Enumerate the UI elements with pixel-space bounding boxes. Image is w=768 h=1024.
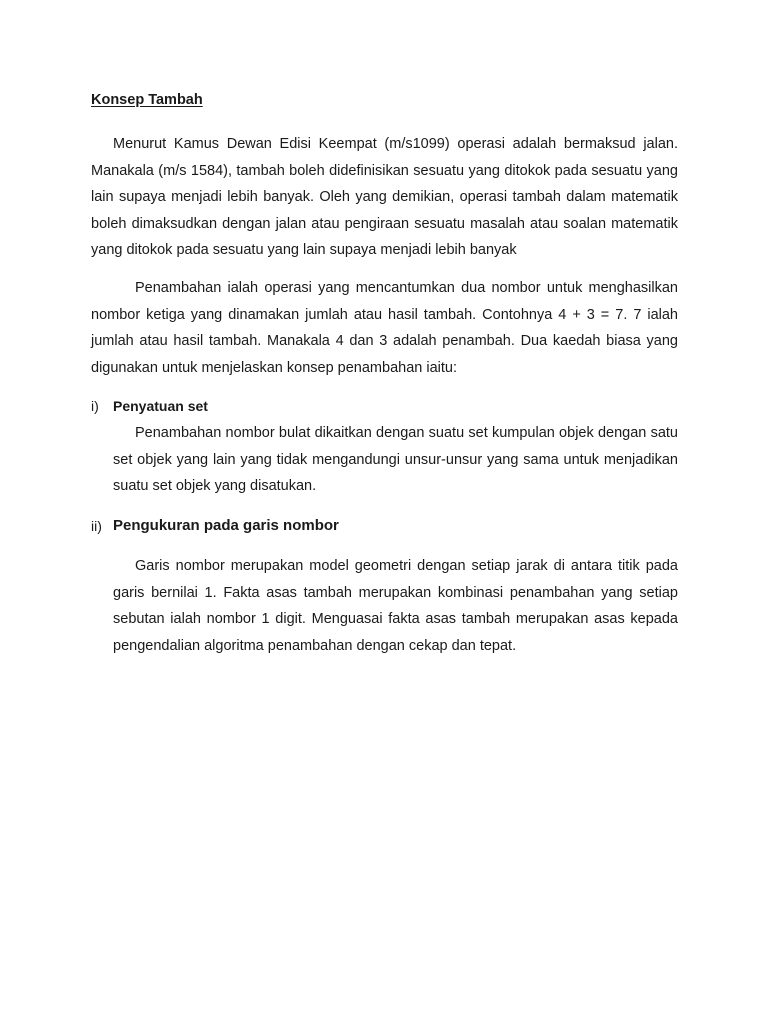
list-item-title-penyatuan-set: Penyatuan set	[113, 398, 208, 414]
document-heading: Konsep Tambah	[91, 92, 203, 108]
paragraph-definition: Menurut Kamus Dewan Edisi Keempat (m/s1099) operasi adalah bermaksud jalan. Manakala (m/s 1584), tambah boleh didefinisikan sesuatu yang ditokok pada sesuatu yang lain supaya menjadi lebih banyak. Oleh yang demikian, operasi tambah dalam matematik boleh dimaksudkan dengan jalan atau pengiraan sesuatu masalah atau soalan matematik yang ditokok pada sesuatu yang lain supaya menjadi lebih banyak	[91, 136, 678, 259]
list-marker-1: i)	[91, 398, 99, 414]
list-item-body-penyatuan-set: Penambahan nombor bulat dikaitkan dengan suatu set kumpulan objek dengan satu set objek yang lain yang tidak mengandungi unsur-unsur yang sama untuk menjadikan suatu set objek yang disatukan.	[113, 425, 678, 495]
paragraph-addition-intro: Penambahan ialah operasi yang mencantumkan dua nombor untuk menghasilkan nombor ketiga yang dinamakan jumlah atau hasil tambah. Contohnya 4 + 3 = 7. 7 ialah jumlah atau hasil tambah. Manakala 4 dan 3 adalah penambah. Dua kaedah biasa yang digunakan untuk menjelaskan konsep penambahan iaitu:	[91, 280, 678, 376]
list-item-title-garis-nombor: Pengukuran pada garis nombor	[113, 517, 339, 534]
list-marker-2: ii)	[91, 518, 102, 534]
list-item-body-garis-nombor: Garis nombor merupakan model geometri dengan setiap jarak di antara titik pada garis bernilai 1. Fakta asas tambah merupakan kombinasi penambahan yang setiap sebutan ialah nombor 1 digit. Menguasai fakta asas tambah merupakan asas kepada pengendalian algoritma penambahan dengan cekap dan tepat.	[113, 558, 678, 654]
